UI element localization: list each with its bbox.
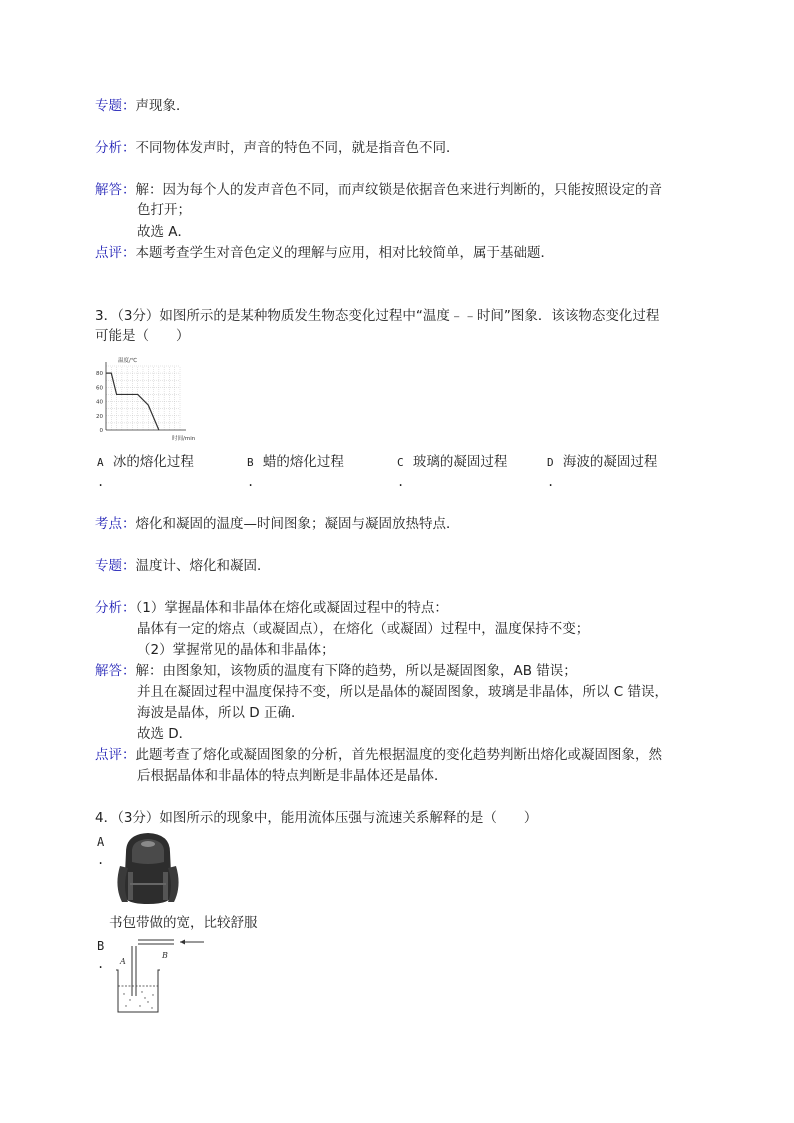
tube-a-label: A	[120, 957, 126, 966]
q3-analysis-line1: （1）掌握晶体和非晶体在熔化或凝固过程中的特点：	[135, 600, 448, 616]
q2-topic-text: 声现象．	[135, 98, 190, 114]
q3-option-a-dot: .	[97, 475, 105, 489]
q2-comment-label: 点评：	[95, 245, 136, 261]
q4-option-b-letter[interactable]: B	[97, 939, 105, 953]
backpack-image	[112, 828, 184, 908]
q3-stem-line2: 可能是（ ）	[95, 328, 190, 344]
chart-axes	[106, 362, 186, 430]
chart-tick-labels	[96, 371, 104, 434]
q3-option-d[interactable]	[547, 452, 657, 473]
q4-option-a-dot: .	[97, 853, 105, 867]
q3-topic-row	[95, 556, 271, 576]
q2-answer-label: 解答：	[95, 182, 136, 198]
q3-answer-line1: 解：由图象知，该物质的温度有下降的趋势，所以是凝固图象，AB 错误；	[135, 663, 577, 679]
q3-comment-line1: 此题考查了熔化或凝固图象的分析，首先根据温度的变化趋势判断出熔化或凝固图象，然	[135, 747, 662, 763]
q3-option-c-text: 玻璃的凝固过程	[412, 454, 508, 470]
q3-option-c[interactable]	[397, 452, 507, 473]
q3-option-d-text: 海波的凝固过程	[562, 454, 658, 470]
chart-y-tick-label: 80	[96, 371, 103, 378]
q2-answer-line1: 解：因为每个人的发声音色不同，而声纹锁是依据音色来进行判断的，只能按照设定的音	[135, 182, 662, 198]
q3-option-a[interactable]	[97, 452, 194, 473]
q2-comment-row	[95, 243, 554, 263]
q3-option-c-letter: C	[397, 456, 404, 469]
q2-comment-text: 本题考查学生对音色定义的理解与应用，相对比较简单，属于基础题．	[135, 245, 554, 261]
q3-answer-line2: 并且在凝固过程中温度保持不变，所以是晶体的凝固图象，玻璃是非晶体，所以 C 错误，	[137, 684, 669, 700]
q3-comment-label: 点评：	[95, 747, 136, 763]
q2-answer-row	[95, 180, 662, 200]
q3-topic-text: 温度计、熔化和凝固．	[135, 558, 271, 574]
q3-stem-line1: 3．（3分）如图所示的是某种物质发生物态变化过程中“温度﹣﹣时间”图象．该该物态变化过程	[95, 308, 660, 324]
q4-stem: 4．（3分）如图所示的现象中，能用流体压强与流速关系解释的是（ ）	[95, 810, 538, 826]
chart-y-axis-label: 温度/℃	[118, 358, 138, 364]
chart-y-tick-label: 0	[99, 428, 103, 434]
q2-analysis-row	[95, 138, 460, 158]
q3-point-label: 考点：	[95, 516, 136, 532]
q3-comment-line2: 后根据晶体和非晶体的特点判断是非晶体还是晶体．	[137, 768, 448, 784]
q3-answer-line3: 海波是晶体，所以 D 正确．	[137, 705, 305, 721]
q3-option-b-text: 蜡的熔化过程	[262, 454, 344, 470]
q3-comment-row	[95, 745, 662, 765]
q3-point-text: 熔化和凝固的温度—时间图象；凝固与凝固放热特点．	[135, 516, 460, 532]
chart-y-tick-label: 20	[96, 413, 103, 420]
q3-option-d-dot: .	[547, 475, 555, 489]
chart-y-tick-label: 40	[96, 399, 103, 406]
q3-answer-row	[95, 661, 577, 681]
q3-analysis-line2: 晶体有一定的熔点（或凝固点），在熔化（或凝固）过程中，温度保持不变；	[137, 621, 590, 637]
q3-analysis-row	[95, 598, 448, 618]
temperature-time-chart	[92, 354, 212, 444]
q2-answer-line3: 故选 A．	[137, 224, 192, 240]
q3-answer-line4: 故选 D．	[137, 726, 193, 742]
q3-option-d-letter: D	[547, 456, 554, 469]
q3-option-b[interactable]	[247, 452, 344, 473]
q4-option-a-caption: 书包带做的宽，比较舒服	[109, 915, 258, 931]
chart-grid	[106, 366, 180, 430]
q3-option-b-letter: B	[247, 456, 254, 469]
q4-option-a-letter[interactable]: A	[97, 835, 105, 849]
q3-option-a-text: 冰的熔化过程	[112, 454, 194, 470]
q3-topic-label: 专题：	[95, 558, 136, 574]
q3-analysis-label: 分析：	[95, 600, 136, 616]
q3-option-a-letter: A	[97, 456, 104, 469]
q2-topic-label: 专题：	[95, 98, 136, 114]
q3-option-c-dot: .	[397, 475, 405, 489]
q4-option-b-dot: .	[97, 957, 105, 971]
q3-option-b-dot: .	[247, 475, 255, 489]
q2-analysis-label: 分析：	[95, 140, 136, 156]
q3-point-row	[95, 514, 460, 534]
q2-analysis-text: 不同物体发声时，声音的特色不同，就是指音色不同．	[135, 140, 460, 156]
beaker-tubes-image	[112, 934, 212, 1016]
chart-x-axis-label: 时间/min	[172, 436, 196, 442]
q2-topic-row	[95, 96, 190, 116]
tube-b-label: B	[162, 951, 168, 960]
q3-analysis-line3: （2）掌握常见的晶体和非晶体；	[137, 642, 335, 658]
q3-answer-label: 解答：	[95, 663, 136, 679]
chart-y-tick-label: 60	[96, 385, 103, 392]
q2-answer-line2: 色打开；	[137, 202, 191, 218]
